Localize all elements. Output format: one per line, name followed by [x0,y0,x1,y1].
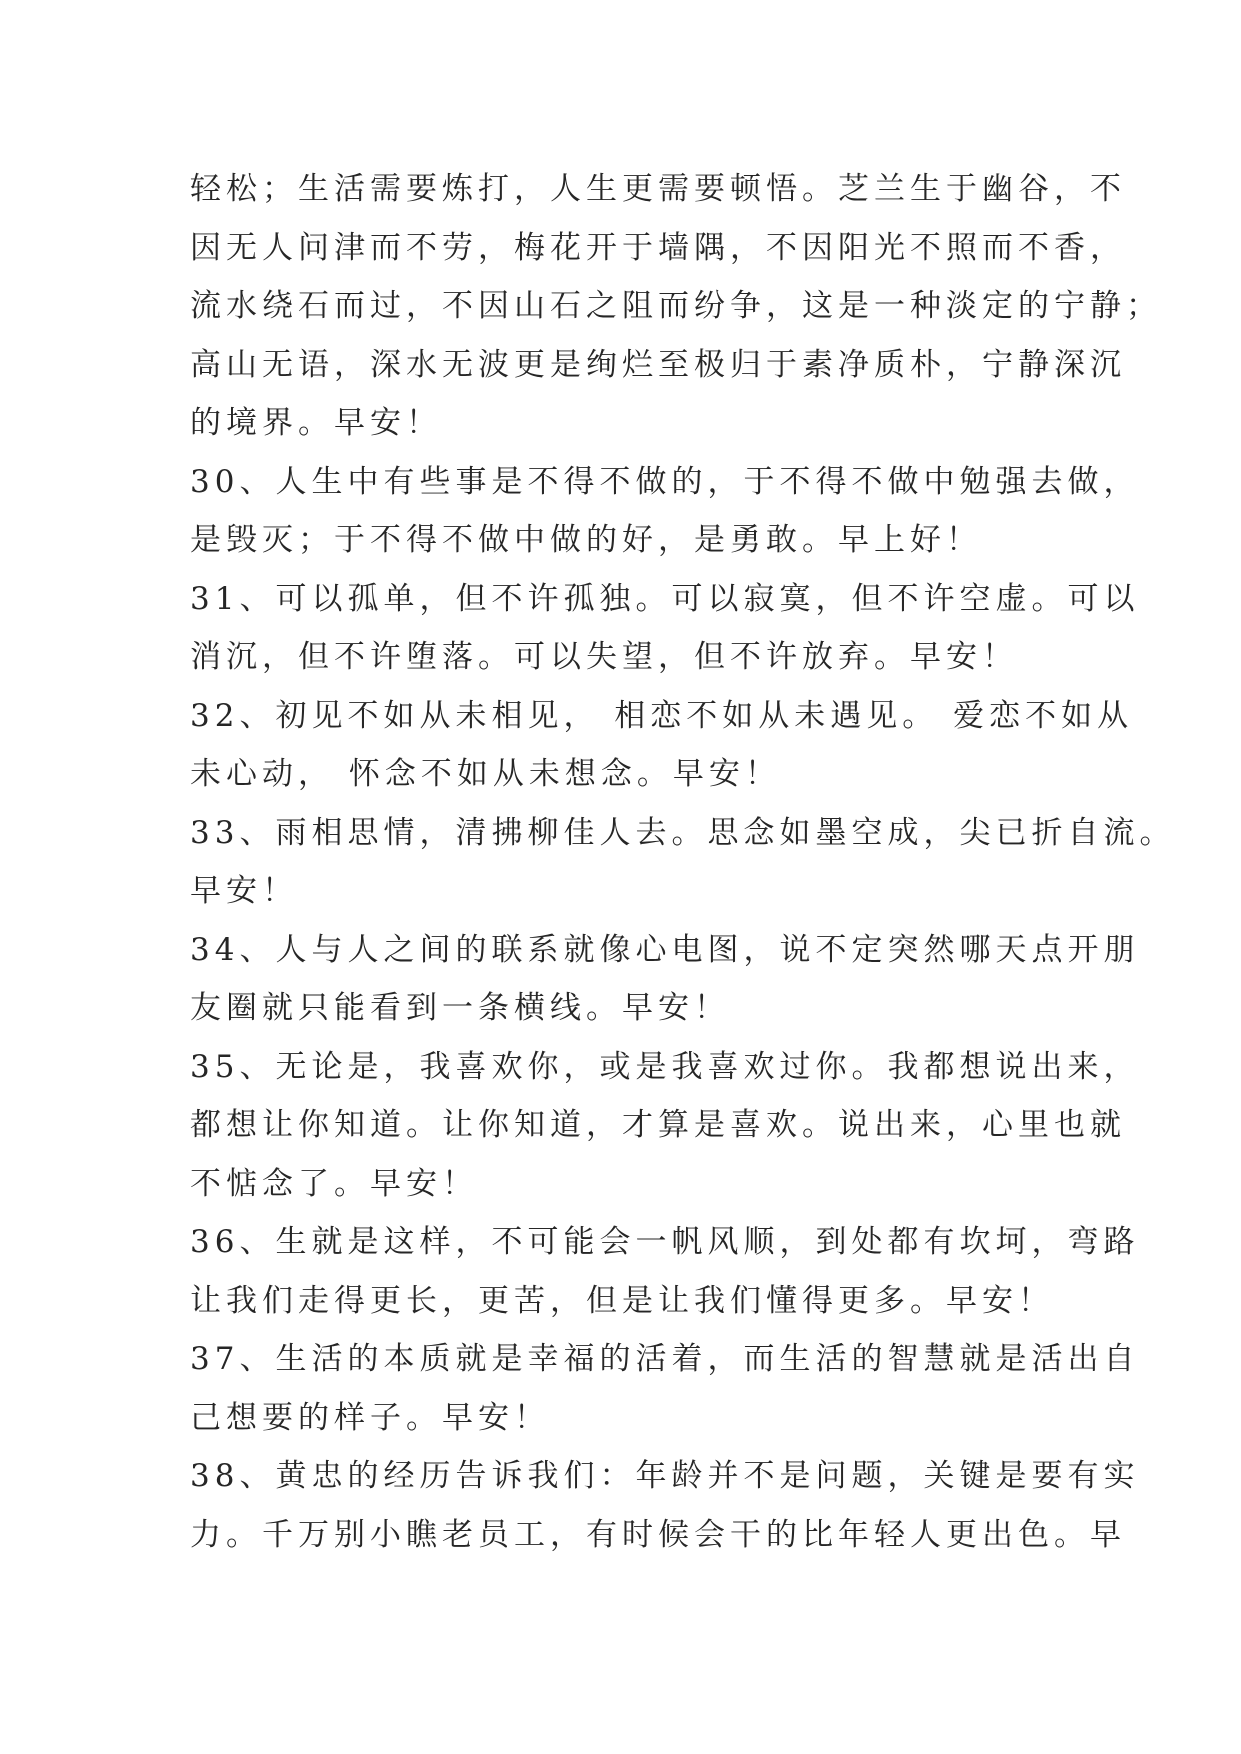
text-line: 38、黄忠的经历告诉我们：年龄并不是问题，关键是要有实 [190,1458,1140,1494]
text-line: 35、无论是，我喜欢你，或是我喜欢过你。我都想说出来， [190,1048,1140,1085]
text-line: 力。千万别小瞧老员工，有时候会干的比年轻人更出色。早 [190,1516,1126,1553]
text-line: 36、生就是这样，不可能会一帆风顺，到处都有坎坷，弯路 [190,1224,1140,1260]
text-line: 轻松；生活需要炼打，人生更需要顿悟。芝兰生于幽谷，不 [190,171,1126,207]
document-body [190,160,1176,1564]
text-line: 是毁灭；于不得不做中做的好，是勇敢。早上好！ [190,522,982,558]
text-line: 未心动， 怀念不如从未想念。早安！ [190,756,781,792]
text-line: 友圈就只能看到一条横线。早安！ [190,990,730,1026]
text-line: 30、人生中有些事是不得不做的，于不得不做中勉强去做， [190,463,1140,500]
text-line: 31、可以孤单，但不许孤独。可以寂寞，但不许空虚。可以 [190,580,1140,617]
text-line: 早安！ [190,873,298,909]
text-line: 高山无语，深水无波更是绚烂至极归于素净质朴，宁静深沉 [190,346,1126,383]
text-line: 让我们走得更长，更苦，但是让我们懂得更多。早安！ [190,1282,1054,1319]
text-line: 37、生活的本质就是幸福的活着，而生活的智慧就是活出自 [190,1341,1140,1377]
text-line: 都想让你知道。让你知道，才算是喜欢。说出来，心里也就 [190,1107,1126,1143]
text-line: 流水绕石而过，不因山石之阻而纷争，这是一种淡定的宁静； [190,288,1162,324]
text-line: 32、初见不如从未相见， 相恋不如从未遇见。 爱恋不如从 [190,697,1134,734]
text-line: 消沉，但不许堕落。可以失望，但不许放弃。早安！ [190,639,1018,675]
text-line: 己想要的样子。早安！ [190,1399,550,1436]
text-line: 不惦念了。早安！ [190,1165,478,1202]
text-line: 因无人问津而不劳，梅花开于墙隅，不因阳光不照而不香， [190,229,1126,266]
text-line: 34、人与人之间的联系就像心电图，说不定突然哪天点开朋 [190,931,1140,968]
text-line: 33、雨相思情，清拂柳佳人去。思念如墨空成，尖已折自流。 [190,814,1176,851]
text-line: 的境界。早安！ [190,405,442,441]
